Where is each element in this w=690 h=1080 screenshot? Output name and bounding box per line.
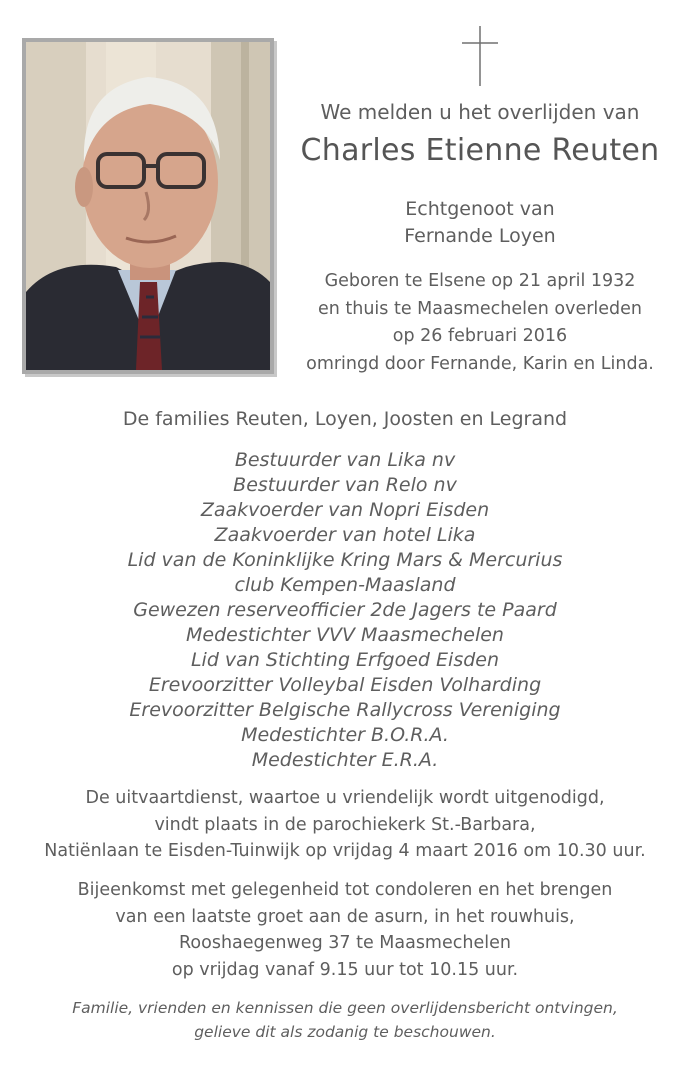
role-item: Medestichter VVV Maasmechelen bbox=[186, 624, 504, 646]
role-item: Zaakvoerder van hotel Lika bbox=[214, 524, 476, 546]
gathering-block bbox=[0, 877, 690, 983]
role-item: Lid van Stichting Erfgoed Eisden bbox=[190, 649, 500, 671]
cross-icon bbox=[462, 26, 498, 86]
gathering-line: Bijeenkomst met gelegenheid tot condoleren en het brengen bbox=[77, 880, 613, 900]
spouse-block bbox=[300, 196, 660, 250]
role-item: Bestuurder van Lika nv bbox=[234, 449, 456, 471]
closing-line: Familie, vrienden en kennissen die geen overlijdensbericht ontvingen, bbox=[72, 999, 618, 1017]
birth-death-details bbox=[300, 268, 660, 378]
families-line: De families Reuten, Loyen, Joosten en Legrand bbox=[122, 408, 568, 430]
portrait-photo bbox=[26, 42, 270, 370]
detail-line: omringd door Fernande, Karin en Linda. bbox=[306, 353, 654, 374]
closing-note bbox=[0, 996, 690, 1044]
funeral-service-block bbox=[0, 785, 690, 865]
role-item: Bestuurder van Relo nv bbox=[233, 474, 457, 496]
detail-line: en thuis te Maasmechelen overleden bbox=[317, 298, 643, 319]
roles-list bbox=[0, 448, 690, 773]
portrait-frame bbox=[22, 38, 274, 374]
funeral-line: De uitvaartdienst, waartoe u vriendelijk wordt uitgenodigd, bbox=[85, 788, 605, 808]
detail-line: op 26 februari 2016 bbox=[392, 326, 568, 346]
gathering-line: Rooshaegenweg 37 te Maasmechelen bbox=[179, 933, 511, 953]
gathering-line: op vrijdag vanaf 9.15 uur tot 10.15 uur. bbox=[171, 959, 519, 980]
funeral-line: vindt plaats in de parochiekerk St.-Barbara, bbox=[154, 814, 536, 835]
role-item: Zaakvoerder van Nopri Eisden bbox=[200, 499, 490, 521]
role-item: Erevoorzitter Belgische Rallycross Vereniging bbox=[129, 699, 561, 721]
funeral-line: Natiënlaan te Eisden-Tuinwijk op vrijdag 4 maart 2016 om 10.30 uur. bbox=[44, 841, 646, 861]
role-item: Erevoorzitter Volleybal Eisden Volharding bbox=[148, 674, 542, 696]
spouse-line: Fernande Loyen bbox=[404, 225, 556, 247]
role-item: Gewezen reserveofficier 2de Jagers te Paard bbox=[133, 599, 557, 621]
deceased-name: Charles Etienne Reuten bbox=[300, 133, 660, 168]
detail-line: Geboren te Elsene op 21 april 1932 bbox=[324, 271, 636, 291]
role-item: club Kempen-Maasland bbox=[234, 574, 456, 596]
role-item: Lid van de Koninklijke Kring Mars & Mercurius bbox=[127, 549, 563, 571]
gathering-line: van een laatste groet aan de asurn, in het rouwhuis, bbox=[115, 906, 575, 927]
spouse-line: Echtgenoot van bbox=[405, 198, 555, 220]
closing-line: gelieve dit als zodanig te beschouwen. bbox=[194, 1023, 496, 1041]
role-item: Medestichter B.O.R.A. bbox=[241, 724, 449, 746]
role-item: Medestichter E.R.A. bbox=[251, 749, 439, 771]
announcement-text: We melden u het overlijden van bbox=[320, 100, 640, 124]
